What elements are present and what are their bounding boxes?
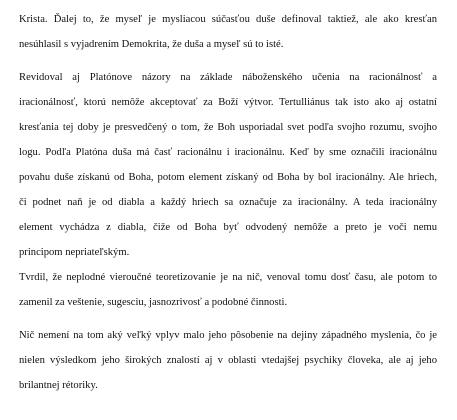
text-line: Tvrdil, že neplodné vieroučné teoretizovanie je na nič, venoval tomu dosť času, ale potom to: [19, 272, 437, 283]
text-line: Nič nemení na tom aký veľký vplyv malo jeho pôsobenie na dejiny západného myslenia, čo je: [19, 330, 437, 341]
text-line: zamenil za veštenie, sugesciu, jasnozrivosť a podobné činnosti.: [19, 297, 288, 308]
text-line: nielen výsledkom jeho širokých znalostí aj v oblasti vtedajšej psychiky človeka, ale aj jeho: [19, 355, 437, 366]
text-line: Krista. Ďalej to, že myseľ je mysliacou súčasťou duše definoval taktiež, ale ako kresťan: [19, 14, 437, 25]
text-line: brilantnej rétoriky.: [19, 380, 98, 391]
text-line: iracionálnosť, ktorú nemôže akceptovať za Boží výtvor. Tertulliánus tak isto ako aj ostatní: [19, 97, 437, 108]
text-line: kresťania tej doby je presvedčený o tom, že Boh usporiadal svet podľa svojho rozumu, svojho: [19, 122, 437, 133]
text-line: element vychádza z diabla, čiže od Boha byť odvodený nemôže a preto je voči nemu: [19, 222, 437, 233]
text-line: principom nepriateľským.: [19, 247, 130, 258]
text-line: povahu duše získanú od Boha, potom element získaný od Boha by bol iracionálny. Ale hriech,: [19, 172, 437, 183]
text-line: Revidoval aj Platónove názory na základe náboženského učenia na racionálnosť a: [19, 72, 437, 83]
text-line: logu. Podľa Platóna duša má časť racionálnu i iracionálnu. Keď by sme označili iracionálnu: [19, 147, 437, 158]
text-line: či podnet naň je od diabla a každý hriech sa označuje za iracionálny. A teda iracionálny: [19, 197, 437, 208]
text-line: nesúhlasil s vyjadrením Demokrita, že duša a myseľ sú to isté.: [19, 39, 284, 50]
